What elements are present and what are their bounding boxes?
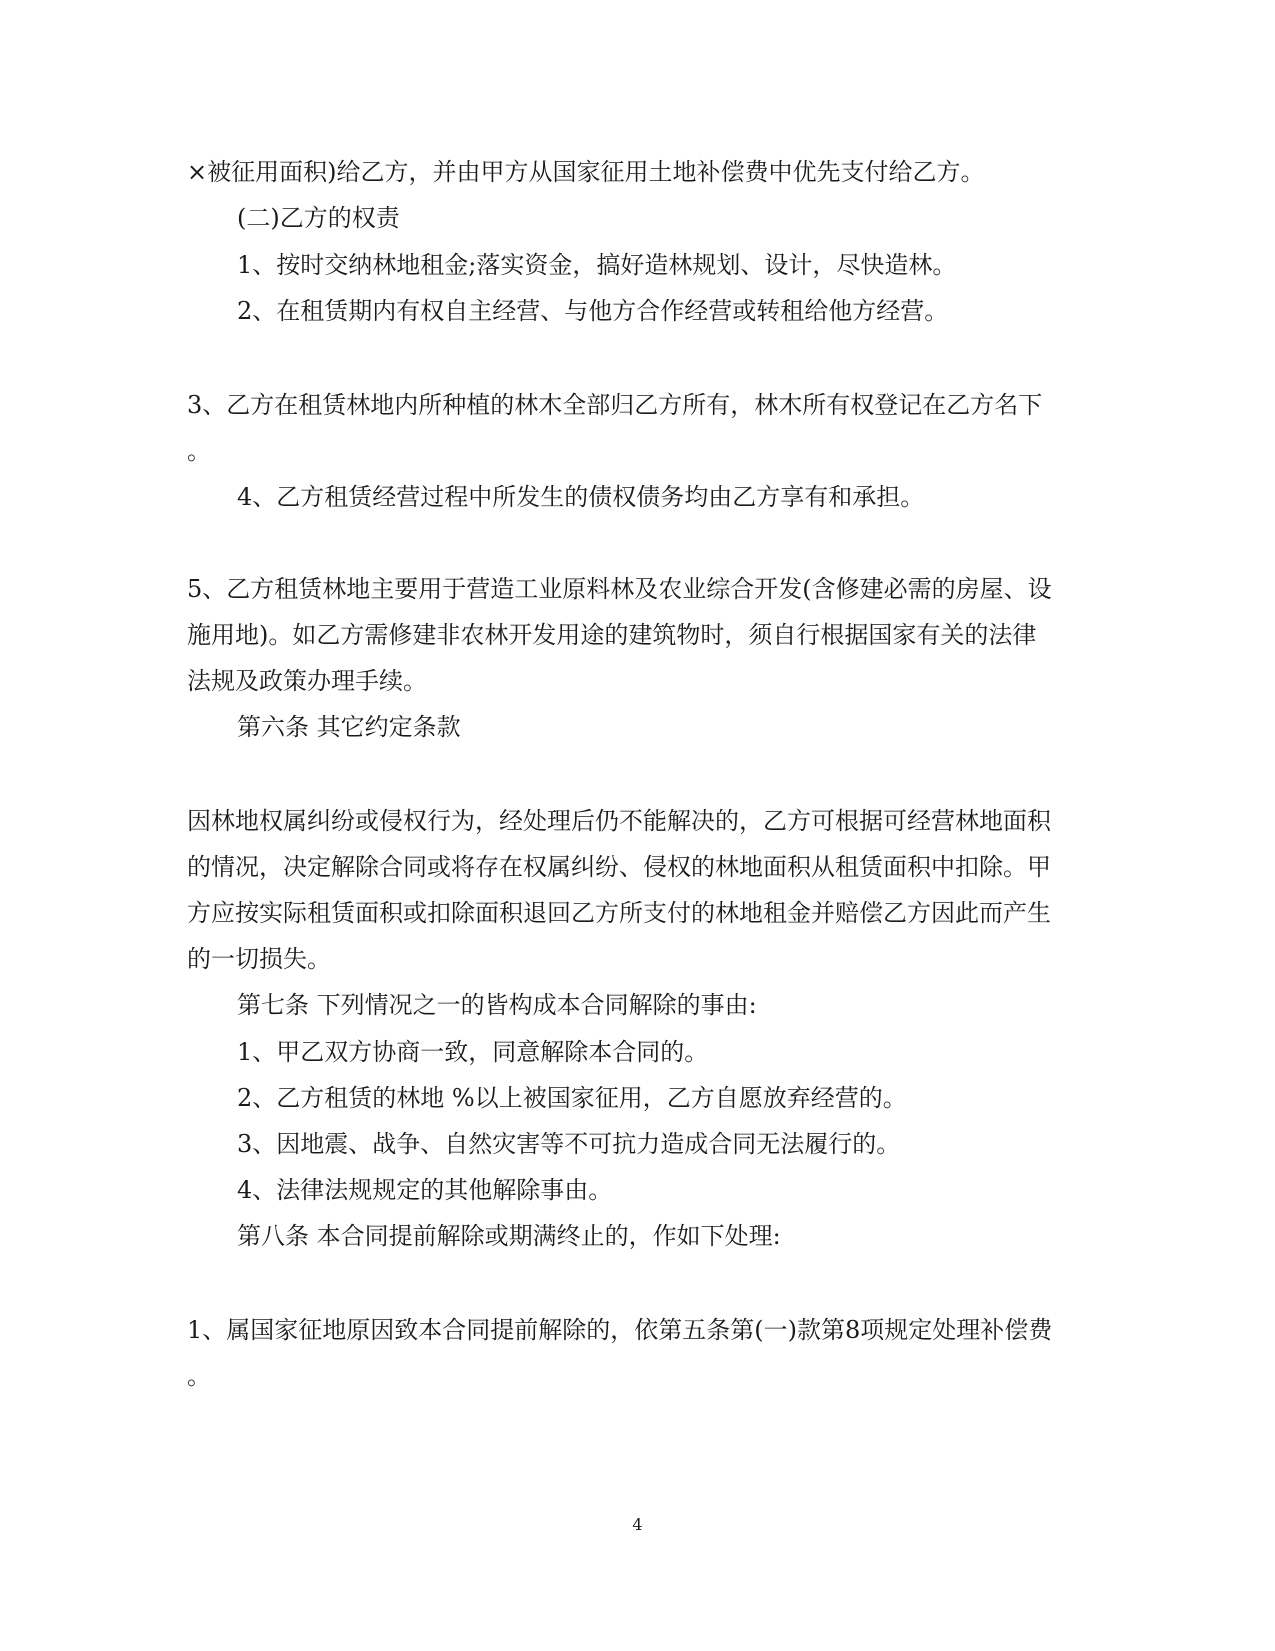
text-line-17: 1、甲乙双方协商一致，同意解除本合同的。: [237, 1038, 709, 1066]
article-eight-heading: 第八条 本合同提前解除或期满终止的，作如下处理:: [237, 1222, 781, 1250]
text-line-19: 3、因地震、战争、自然灾害等不可抗力造成合同无法履行的。: [237, 1130, 901, 1158]
text-line-3: 1、按时交纳林地租金;落实资金，搞好造林规划、设计，尽快造林。: [237, 251, 957, 279]
section-heading-party-b-rights: (二)乙方的权责: [237, 204, 400, 232]
text-line-22: 1、属国家征地原因致本合同提前解除的，依第五条第(一)款第8项规定处理补偿费: [187, 1316, 1053, 1344]
text-line-9: 施用地)。如乙方需修建非农林开发用途的建筑物时，须自行根据国家有关的法律: [187, 621, 1037, 649]
article-seven-heading: 第七条 下列情况之一的皆构成本合同解除的事由:: [237, 991, 757, 1019]
text-line-5: 3、乙方在租赁林地内所种植的林木全部归乙方所有，林木所有权登记在乙方名下: [187, 391, 1043, 419]
text-line-12: 因林地权属纠纷或侵权行为，经处理后仍不能解决的，乙方可根据可经营林地面积: [187, 807, 1051, 835]
text-line-1: ×被征用面积)给乙方，并由甲方从国家征用土地补偿费中优先支付给乙方。: [187, 158, 985, 186]
text-line-20: 4、法律法规规定的其他解除事由。: [237, 1176, 613, 1204]
text-line-14: 方应按实际租赁面积或扣除面积退回乙方所支付的林地租金并赔偿乙方因此而产生: [187, 899, 1051, 927]
text-line-15: 的一切损失。: [187, 945, 331, 973]
article-six-heading: 第六条 其它约定条款: [237, 713, 461, 741]
text-line-6: 。: [187, 437, 211, 465]
text-line-8: 5、乙方租赁林地主要用于营造工业原料林及农业综合开发(含修建必需的房屋、设: [187, 575, 1052, 603]
text-line-10: 法规及政策办理手续。: [187, 667, 427, 695]
text-line-18: 2、乙方租赁的林地 %以上被国家征用，乙方自愿放弃经营的。: [237, 1084, 907, 1112]
text-line-13: 的情况，决定解除合同或将存在权属纠纷、侵权的林地面积从租赁面积中扣除。甲: [187, 853, 1051, 881]
page-number: 4: [632, 1515, 643, 1534]
text-line-7: 4、乙方租赁经营过程中所发生的债权债务均由乙方享有和承担。: [237, 483, 925, 511]
text-line-23: 。: [187, 1362, 211, 1390]
text-line-4: 2、在租赁期内有权自主经营、与他方合作经营或转租给他方经营。: [237, 297, 949, 325]
